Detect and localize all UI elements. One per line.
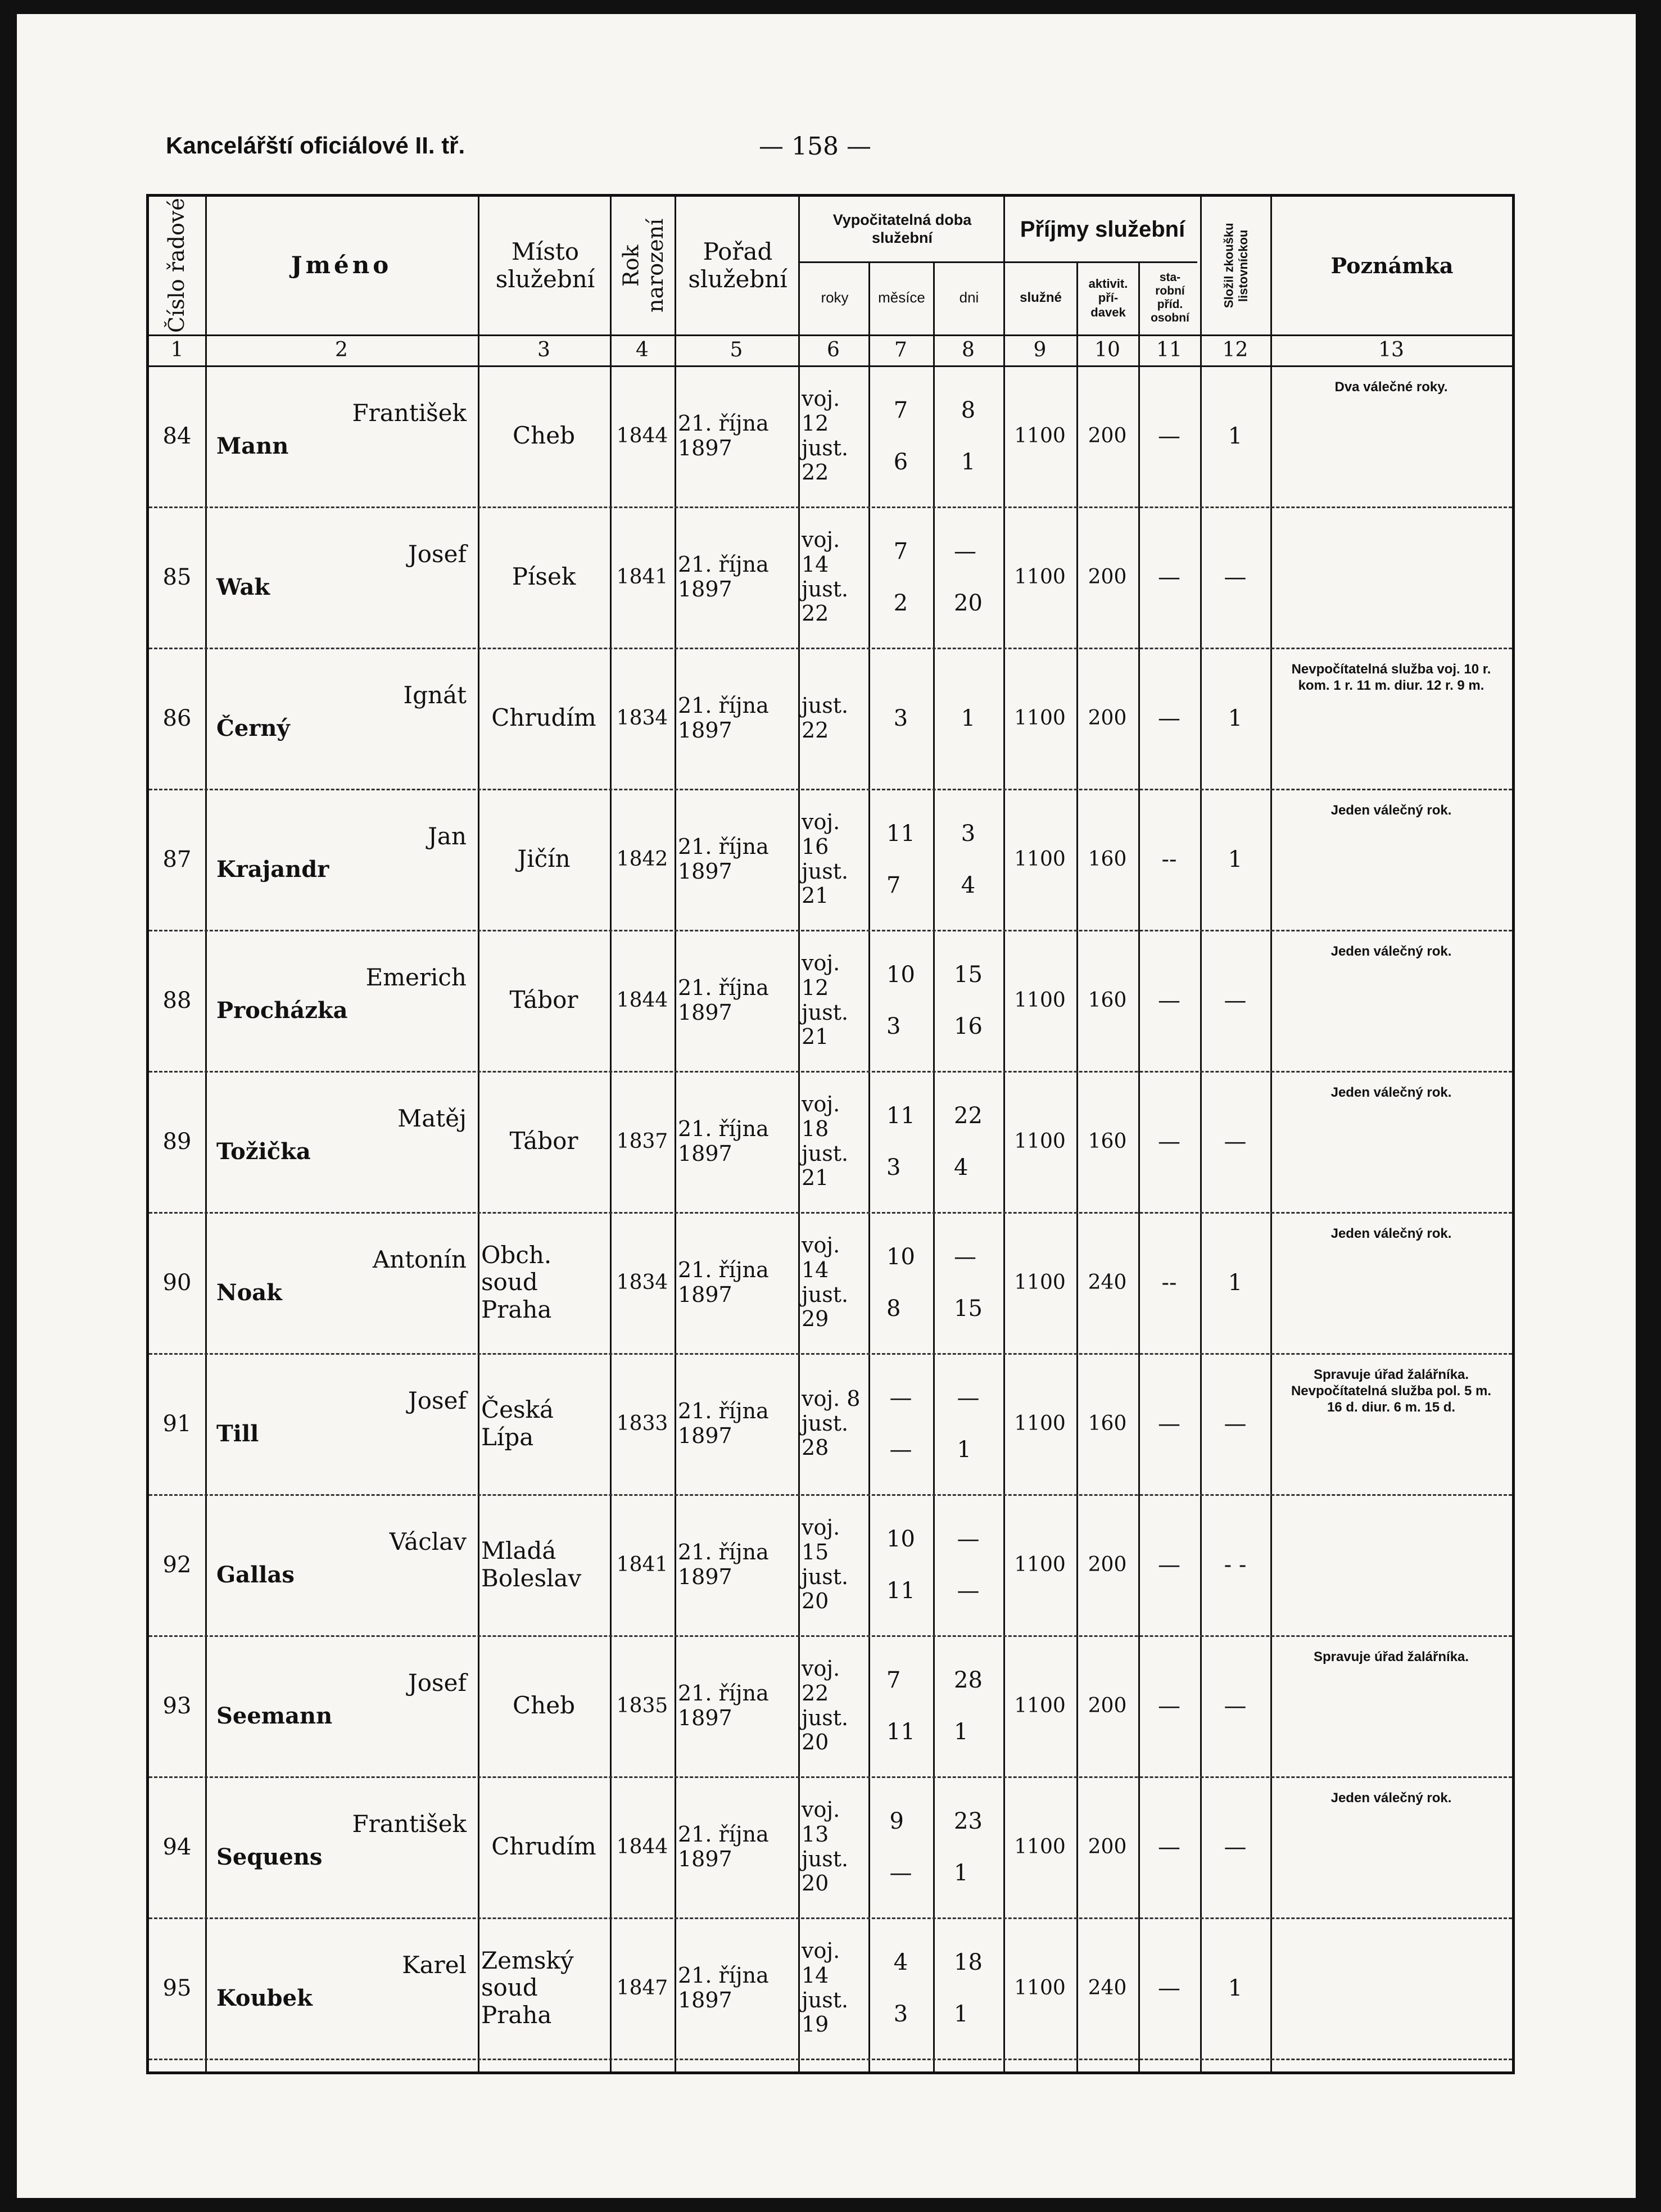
cell-days: 23 1	[954, 1808, 983, 1886]
cell-salary: 1100	[1014, 1694, 1066, 1717]
cell-active: 200	[1088, 706, 1127, 730]
surname: Krajandr	[216, 856, 329, 883]
header-sluzne: služné	[1020, 290, 1062, 306]
first-name: Josef	[408, 1387, 467, 1414]
cell-months: 7 6	[893, 397, 908, 475]
cell-born: 1835	[616, 1694, 668, 1717]
first-name: Matěj	[397, 1105, 467, 1132]
cell-name	[205, 1212, 478, 1353]
col-num: 10	[1094, 338, 1120, 361]
header-dni: dni	[959, 289, 979, 306]
col-num: 5	[730, 338, 743, 361]
cell-old: --	[1161, 1269, 1177, 1296]
cell-order: 21. října 1897	[678, 834, 769, 884]
cell-exam: —	[1224, 1128, 1247, 1155]
cell-note	[1270, 1635, 1512, 1776]
cell-months: 11 7	[886, 820, 915, 898]
cell-order: 21. října 1897	[678, 693, 769, 743]
note-text: Jeden válečný rok.	[1330, 944, 1452, 959]
cell-years: voj. 8 just. 28	[802, 1386, 861, 1460]
cell-name	[205, 506, 478, 648]
surname: Tožička	[216, 1138, 311, 1165]
note-text: Spravuje úřad žalářníka.	[1313, 1649, 1469, 1664]
cell-salary: 1100	[1014, 706, 1066, 730]
cell-note	[1270, 930, 1512, 1071]
header-jmeno: Jméno	[291, 251, 392, 279]
cell-name	[205, 930, 478, 1071]
surname: Gallas	[216, 1562, 295, 1588]
cell-months: — —	[889, 1385, 912, 1463]
header-aktivit: aktivit. pří- davek	[1088, 277, 1128, 319]
header-zkouska: Složil zkoušku listovníckou	[1221, 223, 1250, 309]
cell-place: Tábor	[509, 986, 578, 1014]
cell-active: 200	[1088, 1553, 1127, 1576]
cell-active: 200	[1088, 1835, 1127, 1858]
personnel-table	[146, 194, 1515, 2074]
note-text: Nevpočítatelná služba voj. 10 r. kom. 1 r. 11 m. diur. 12 r. 9 m.	[1291, 662, 1491, 693]
col-num: 4	[636, 338, 649, 361]
cell-order: 21. října 1897	[678, 1398, 769, 1448]
cell-order: 21. října 1897	[678, 1116, 769, 1166]
cell-note	[1270, 1212, 1512, 1353]
cell-born: 1841	[616, 1553, 668, 1576]
cell-name	[205, 648, 478, 789]
cell-order: 21. října 1897	[678, 975, 769, 1025]
first-name: Emerich	[365, 963, 467, 991]
cell-years: voj. 14 just. 22	[802, 527, 849, 626]
note-text: Jeden válečný rok.	[1330, 1085, 1452, 1100]
cell-no: 86	[162, 705, 192, 731]
col-num: 11	[1156, 338, 1182, 361]
cell-active: 240	[1088, 1270, 1127, 1294]
table-row	[149, 789, 1512, 931]
cell-born: 1842	[616, 847, 668, 871]
cell-months: 10 8	[886, 1243, 915, 1322]
cell-born: 1834	[616, 706, 668, 730]
note-text: Jeden válečný rok.	[1330, 1790, 1452, 1806]
first-name: Josef	[408, 1669, 467, 1697]
cell-exam: 1	[1228, 1269, 1243, 1296]
first-name: Jan	[428, 822, 467, 850]
cell-born: 1837	[616, 1129, 668, 1153]
cell-place: Obch. soud Praha	[481, 1241, 552, 1323]
cell-order: 21. října 1897	[678, 1539, 769, 1589]
cell-months: 9 —	[889, 1808, 912, 1886]
col-num: 1	[170, 338, 184, 361]
cell-born: 1833	[616, 1412, 668, 1435]
cell-old: —	[1158, 705, 1180, 731]
cell-days: — —	[957, 1526, 980, 1604]
cell-order: 21. října 1897	[678, 1257, 769, 1307]
cell-born: 1841	[616, 565, 668, 589]
cell-years: voj. 18 just. 21	[802, 1092, 849, 1191]
cell-born: 1844	[616, 424, 668, 447]
cell-exam: 1	[1228, 1975, 1243, 2001]
cell-active: 160	[1088, 1412, 1127, 1435]
header-roky: roky	[821, 289, 849, 306]
header-mesice: měsíce	[878, 289, 925, 306]
cell-days: 15 16	[954, 961, 983, 1039]
surname: Mann	[216, 433, 289, 459]
surname: Till	[216, 1421, 259, 1447]
cell-no: 88	[162, 987, 192, 1014]
table-row	[149, 648, 1512, 790]
table-row	[149, 1635, 1512, 1778]
cell-no: 90	[162, 1269, 192, 1296]
cell-no: 89	[162, 1128, 192, 1155]
cell-salary: 1100	[1014, 1976, 1066, 2000]
cell-salary: 1100	[1014, 1129, 1066, 1153]
surname: Wak	[216, 574, 270, 600]
cell-name	[205, 1494, 478, 1635]
cell-months: 11 3	[886, 1102, 915, 1180]
cell-place: Cheb	[513, 422, 575, 450]
note-text: Dva válečné roky.	[1334, 379, 1448, 395]
cell-old: —	[1158, 1410, 1180, 1437]
cell-old: —	[1158, 1693, 1180, 1719]
cell-old: —	[1158, 423, 1180, 449]
header-rok: Rok narození	[618, 218, 668, 313]
cell-old: --	[1161, 846, 1177, 872]
cell-place: Tábor	[509, 1127, 578, 1155]
cell-days: 1	[961, 705, 976, 731]
cell-exam: —	[1224, 564, 1247, 590]
cell-active: 160	[1088, 1129, 1127, 1153]
cell-note	[1270, 1776, 1512, 1917]
cell-name	[205, 1635, 478, 1776]
cell-no: 91	[162, 1410, 192, 1437]
cell-born: 1844	[616, 988, 668, 1012]
first-name: Václav	[389, 1528, 467, 1555]
cell-years: voj. 15 just. 20	[802, 1515, 849, 1614]
surname: Noak	[216, 1279, 282, 1306]
cell-salary: 1100	[1014, 565, 1066, 589]
cell-name	[205, 1917, 478, 2059]
cell-active: 160	[1088, 988, 1127, 1012]
cell-days: — 20	[954, 538, 983, 616]
cell-order: 21. října 1897	[678, 410, 769, 460]
cell-place: Zemský soud Praha	[481, 1947, 574, 2029]
cell-born: 1834	[616, 1270, 668, 1294]
cell-old: —	[1158, 1551, 1180, 1578]
first-name: František	[352, 1810, 467, 1838]
cell-no: 87	[162, 846, 192, 872]
first-name: Josef	[408, 540, 467, 568]
cell-no: 85	[162, 564, 192, 590]
cell-active: 160	[1088, 847, 1127, 871]
page-number: — 158 —	[759, 132, 871, 161]
cell-note	[1270, 1353, 1512, 1494]
note-text: Jeden válečný rok.	[1330, 803, 1452, 818]
first-name: Antonín	[372, 1246, 467, 1273]
cell-salary: 1100	[1014, 988, 1066, 1012]
col-num: 7	[894, 338, 907, 361]
cell-years: voj. 13 just. 20	[802, 1797, 849, 1896]
cell-exam: 1	[1228, 705, 1243, 731]
cell-old: —	[1158, 564, 1180, 590]
cell-no: 92	[162, 1551, 192, 1578]
cell-days: 28 1	[954, 1667, 983, 1745]
cell-months: 10 3	[886, 961, 915, 1039]
cell-order: 21. října 1897	[678, 1962, 769, 2012]
cell-old: —	[1158, 1834, 1180, 1860]
cell-place: Jičín	[517, 845, 571, 873]
col-num: 12	[1222, 338, 1248, 361]
cell-days: 22 4	[954, 1102, 983, 1180]
cell-years: voj. 22 just. 20	[802, 1656, 849, 1755]
header-poznamka: Poznámka	[1330, 252, 1454, 278]
cell-days: — 15	[954, 1243, 983, 1322]
cell-years: voj. 12 just. 22	[802, 386, 849, 485]
cell-days: 8 1	[961, 397, 976, 475]
col-num: 2	[335, 338, 348, 361]
table-row	[149, 1917, 1512, 2060]
header-misto: Místo služební	[495, 238, 595, 293]
cell-years: voj. 14 just. 19	[802, 1938, 849, 2037]
cell-months: 7 11	[886, 1667, 915, 1745]
first-name: Ignát	[403, 681, 467, 709]
cell-exam: —	[1224, 987, 1247, 1014]
cell-months: 10 11	[886, 1526, 915, 1604]
cell-days: — 1	[957, 1385, 980, 1463]
cell-born: 1847	[616, 1976, 668, 2000]
cell-exam: —	[1224, 1834, 1247, 1860]
cell-born: 1844	[616, 1835, 668, 1858]
cell-place: Cheb	[513, 1691, 575, 1720]
note-text: Spravuje úřad žalářníka. Nevpočítatelná služba pol. 5 m. 16 d. diur. 6 m. 15 d.	[1291, 1367, 1492, 1415]
table-row	[149, 365, 1512, 508]
cell-name	[205, 1071, 478, 1212]
cell-name	[205, 789, 478, 930]
table-row	[149, 1353, 1512, 1496]
cell-no: 93	[162, 1693, 192, 1719]
cell-active: 200	[1088, 424, 1127, 447]
cell-note	[1270, 506, 1512, 648]
cell-years: voj. 12 just. 21	[802, 951, 849, 1050]
cell-old: —	[1158, 1975, 1180, 2001]
table-row	[149, 930, 1512, 1073]
cell-months: 3	[893, 705, 908, 731]
col-num: 6	[827, 338, 840, 361]
cell-active: 200	[1088, 1694, 1127, 1717]
cell-note	[1270, 365, 1512, 506]
first-name: Karel	[402, 1951, 467, 1979]
cell-place: Chrudím	[491, 1833, 596, 1861]
table-row	[149, 1071, 1512, 1214]
cell-old: —	[1158, 1128, 1180, 1155]
cell-days: 18 1	[954, 1949, 983, 2027]
header-starobni: sta- robní příd. osobní	[1151, 270, 1189, 325]
cell-active: 240	[1088, 1976, 1127, 2000]
cell-salary: 1100	[1014, 424, 1066, 447]
cell-place: Česká Lípa	[481, 1396, 554, 1451]
col-num: 13	[1378, 338, 1404, 361]
cell-order: 21. října 1897	[678, 551, 769, 601]
col-num: 9	[1033, 338, 1047, 361]
cell-place: Písek	[512, 563, 576, 591]
cell-days: 3 4	[961, 820, 976, 898]
surname: Sequens	[216, 1844, 323, 1870]
cell-place: Chrudím	[491, 704, 596, 732]
cell-order: 21. října 1897	[678, 1821, 769, 1871]
cell-no: 94	[162, 1834, 192, 1860]
table-row	[149, 506, 1512, 649]
cell-months: 7 2	[893, 538, 908, 616]
cell-months: 4 3	[893, 1949, 908, 2027]
cell-years: voj. 16 just. 21	[802, 809, 849, 908]
header-cislo: Číslo řadové	[164, 198, 189, 333]
surname: Procházka	[216, 997, 348, 1024]
table-row	[149, 1494, 1512, 1637]
surname: Černý	[216, 715, 290, 741]
cell-active: 200	[1088, 565, 1127, 589]
cell-old: —	[1158, 987, 1180, 1014]
cell-exam: 1	[1228, 846, 1243, 872]
header-porad: Pořad služební	[688, 238, 787, 293]
cell-order: 21. října 1897	[678, 1680, 769, 1730]
cell-exam: 1	[1228, 423, 1243, 449]
cell-note	[1270, 789, 1512, 930]
first-name: František	[352, 399, 467, 427]
cell-years: voj. 14 just. 29	[802, 1233, 849, 1332]
table-row	[149, 1776, 1512, 1919]
header-prijmy-group: Příjmy služební	[1020, 216, 1185, 242]
col-num: 3	[537, 338, 550, 361]
cell-exam: —	[1224, 1410, 1247, 1437]
cell-place: Mladá Boleslav	[481, 1537, 582, 1592]
cell-salary: 1100	[1014, 1412, 1066, 1435]
col-num: 8	[962, 338, 975, 361]
document-page	[17, 14, 1636, 2198]
cell-salary: 1100	[1014, 1553, 1066, 1576]
cell-note	[1270, 648, 1512, 789]
cell-exam: - -	[1224, 1551, 1247, 1578]
cell-no: 95	[162, 1975, 192, 2001]
header-doba-group: Vypočitatelná doba služební	[832, 211, 972, 246]
section-title: Kancelářští oficiálové II. tř.	[166, 132, 465, 159]
cell-note	[1270, 1917, 1512, 2059]
surname: Koubek	[216, 1985, 313, 2011]
note-text: Jeden válečný rok.	[1330, 1226, 1452, 1241]
cell-name	[205, 1353, 478, 1494]
cell-years: just. 22	[802, 693, 849, 743]
cell-name	[205, 365, 478, 506]
cell-salary: 1100	[1014, 1270, 1066, 1294]
cell-salary: 1100	[1014, 1835, 1066, 1858]
cell-salary: 1100	[1014, 847, 1066, 871]
surname: Seemann	[216, 1703, 333, 1729]
cell-note	[1270, 1494, 1512, 1635]
cell-note	[1270, 1071, 1512, 1212]
cell-name	[205, 1776, 478, 1917]
cell-no: 84	[162, 423, 192, 449]
cell-exam: —	[1224, 1693, 1247, 1719]
table-row	[149, 1212, 1512, 1355]
